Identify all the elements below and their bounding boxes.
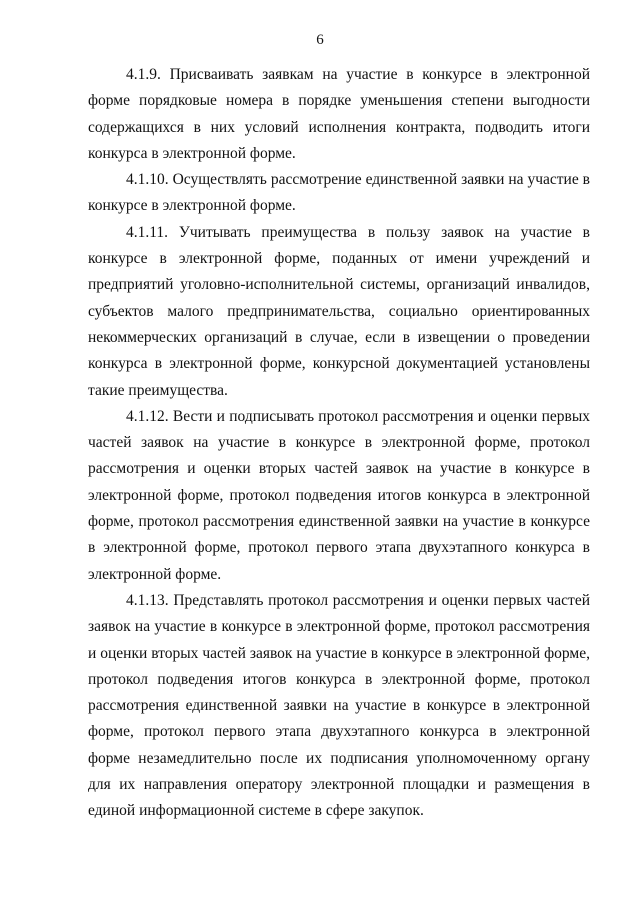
paragraph-4-1-13: 4.1.13. Представлять протокол рассмотрения и оценки первых частей заявок на участие в конкурсе в электронной форме, протокол рассмотрения и оценки вторых частей заявок на участие в конкурсе в электронной форме, протокол подведения итогов конкурса в электронной форме, протокол рассмотрения единственной заявки на участие в конкурсе в электронной форме, протокол первого этапа двухэтапного конкурса в электронной форме незамедлительно после их подписания уполномоченному органу для их направления оператору электронной площадки и размещения в единой информационной системе в сфере закупок. xyxy=(88,591,590,820)
paragraph-4-1-10: 4.1.10. Осуществлять рассмотрение единственной заявки на участие в конкурсе в электронной форме. xyxy=(88,171,590,215)
paragraph-4-1-11: 4.1.11. Учитывать преимущества в пользу заявок на участие в конкурсе в электронной форме, поданных от имени учреждений и предприятий уголовно-исполнительной системы, организаций инвалидов, субъектов малого предпринимательства, социально ориентированных некоммерческих организаций в случае, если в извещении о проведении конкурса в электронной форме, конкурсной документацией установлены такие преимущества. xyxy=(88,223,590,399)
page-number: 6 xyxy=(316,32,324,48)
document-body xyxy=(88,62,590,825)
paragraph-4-1-9: 4.1.9. Присваивать заявкам на участие в конкурсе в электронной форме порядковые номера в порядке уменьшения степени выгодности содержащихся в них условий исполнения контракта, подводить итоги конкурса в электронной форме. xyxy=(88,66,590,162)
paragraph-4-1-12: 4.1.12. Вести и подписывать протокол рассмотрения и оценки первых частей заявок на участие в конкурсе в электронной форме, протокол рассмотрения и оценки вторых частей заявок на участие в конкурсе в электронной форме, протокол подведения итогов конкурса в электронной форме, протокол рассмотрения единственной заявки на участие в конкурсе в электронной форме, протокол первого этапа двухэтапного конкурса в электронной форме. xyxy=(88,407,590,583)
